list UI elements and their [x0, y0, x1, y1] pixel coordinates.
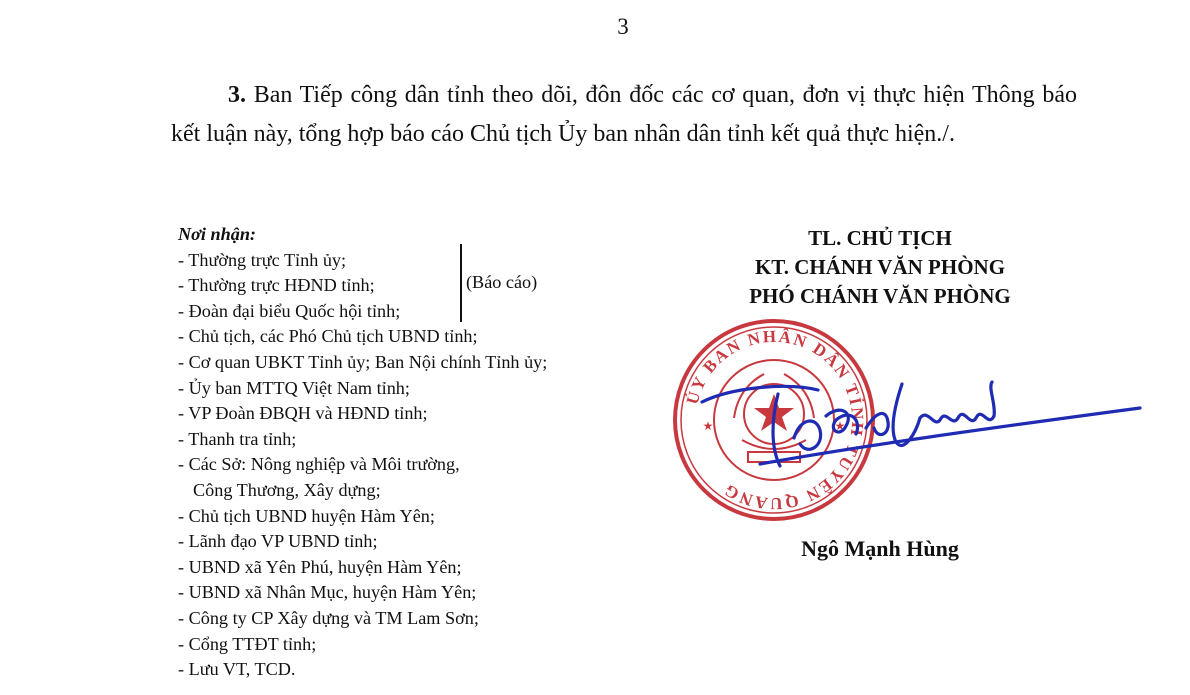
body-paragraph	[171, 76, 1077, 154]
signature-title-line2: KT. CHÁNH VĂN PHÒNG	[754, 255, 1006, 279]
signature-title-line1: TL. CHỦ TỊCH	[808, 226, 952, 250]
list-item: - Công ty CP Xây dựng và TM Lam Sơn;	[178, 607, 479, 628]
list-item: - Thường trực Tỉnh ủy;	[178, 249, 347, 270]
list-item: - Lưu VT, TCD.	[178, 659, 296, 680]
seal-text: ỦY BAN NHÂN DÂN TỈNH TUYÊN QUANG	[682, 326, 868, 514]
list-item: - UBND xã Yên Phú, huyện Hàm Yên;	[178, 556, 462, 577]
list-item: - Thanh tra tỉnh;	[178, 428, 297, 449]
list-item: - Chủ tịch UBND huyện Hàm Yên;	[178, 505, 435, 526]
svg-text:★: ★	[834, 419, 846, 433]
signature-title-line3: PHÓ CHÁNH VĂN PHÒNG	[749, 284, 1011, 308]
list-item: - Đoàn đại biểu Quốc hội tỉnh;	[178, 300, 401, 321]
paragraph-number: 3.	[228, 82, 246, 108]
handwritten-signature	[690, 368, 1150, 478]
list-item: - Các Sở: Nông nghiệp và Môi trường,	[178, 454, 460, 475]
paragraph-text: Ban Tiếp công dân tỉnh theo dõi, đôn đốc các cơ quan, đơn vị thực hiện Thông báo kết luận này, tổng hợp báo cáo Chủ tịch Ủy ban nhân dân tỉnh kết quả thực hiện./.	[171, 82, 1077, 147]
list-item: - Lãnh đạo VP UBND tỉnh;	[178, 531, 378, 552]
svg-text:★: ★	[702, 419, 714, 433]
list-item: - Cơ quan UBKT Tỉnh ủy; Ban Nội chính Tỉnh ủy;	[178, 351, 548, 372]
list-item: - UBND xã Nhân Mục, huyện Hàm Yên;	[178, 582, 477, 603]
recipients-list	[178, 222, 658, 683]
list-item: - Thường trực HĐND tỉnh;	[178, 275, 375, 296]
list-item: - VP Đoàn ĐBQH và HĐND tỉnh;	[178, 403, 428, 424]
list-item: - Chủ tịch, các Phó Chủ tịch UBND tỉnh;	[178, 326, 478, 347]
signer-name: Ngô Mạnh Hùng	[801, 536, 959, 561]
page-number: 3	[617, 14, 629, 39]
list-item: Công Thương, Xây dựng;	[193, 479, 381, 500]
signature-title-block	[660, 224, 1100, 311]
report-bracket-label: (Báo cáo)	[466, 272, 538, 292]
list-item: - Ủy ban MTTQ Việt Nam tỉnh;	[178, 377, 410, 398]
recipients-heading: Nơi nhận:	[178, 224, 256, 244]
list-item: - Cổng TTĐT tỉnh;	[178, 633, 317, 654]
report-bracket	[460, 244, 462, 322]
